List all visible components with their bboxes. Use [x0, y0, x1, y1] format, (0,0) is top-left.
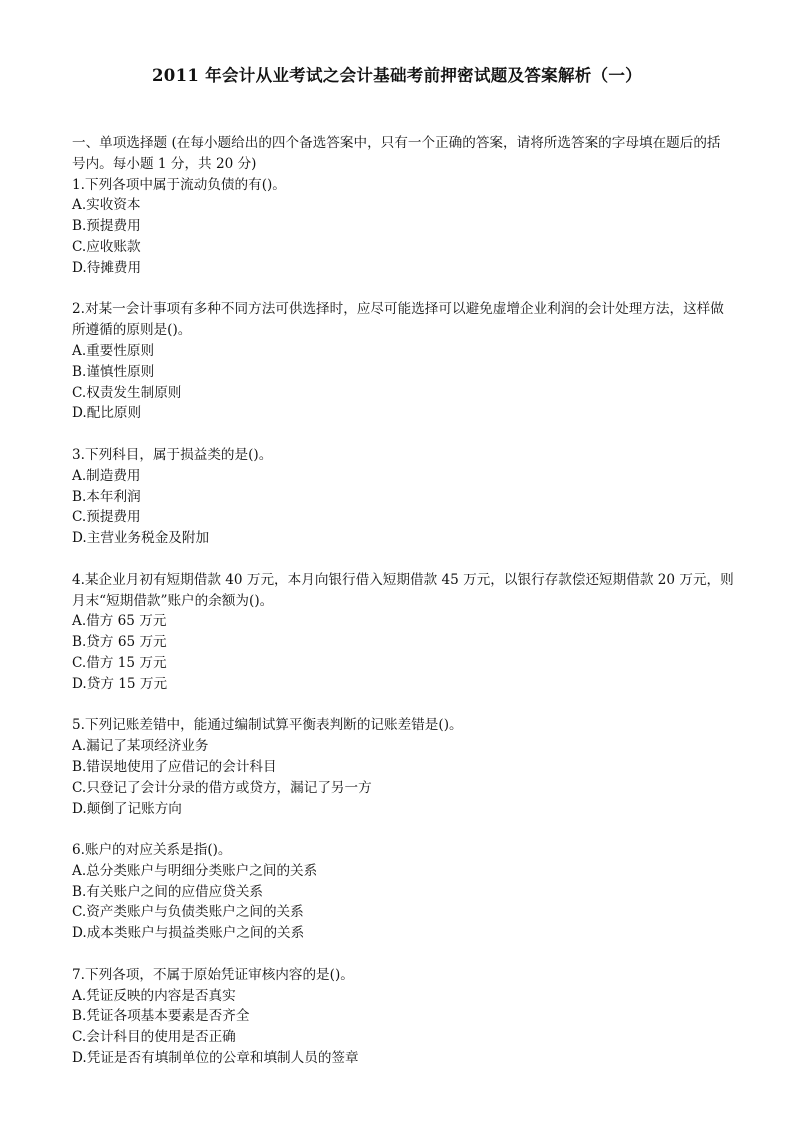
document-body — [72, 133, 734, 1090]
option-c: C.预提费用 — [72, 509, 141, 526]
question-5 — [72, 715, 734, 819]
option-c: C.资产类账户与负债类账户之间的关系 — [72, 904, 304, 921]
option-d: D.待摊费用 — [72, 259, 142, 276]
option-c: C.只登记了会计分录的借方或贷方，漏记了另一方 — [72, 779, 372, 796]
option-a: A.制造费用 — [72, 467, 141, 484]
option-a: A.漏记了某项经济业务 — [72, 738, 209, 755]
option-b: B.有关账户之间的应借应贷关系 — [72, 883, 264, 900]
option-b: B.谨慎性原则 — [72, 363, 155, 380]
option-a: A.实收资本 — [72, 197, 141, 214]
page-title: 2011 年会计从业考试之会计基础考前押密试题及答案解析（一） — [152, 66, 642, 85]
option-c: C.权责发生制原则 — [72, 384, 182, 401]
question-stem: 7.下列各项，不属于原始凭证审核内容的是()。 — [72, 966, 354, 983]
option-d: D.主营业务税金及附加 — [72, 530, 210, 547]
option-d: D.贷方 15 万元 — [72, 675, 168, 692]
option-d: D.凭证是否有填制单位的公章和填制人员的签章 — [72, 1050, 359, 1067]
question-stem: 2.对某一会计事项有多种不同方法可供选择时，应尽可能选择可以避免虚增企业利润的会计处理方法，这样做所遵循的原则是()。 — [72, 301, 724, 339]
option-b: B.贷方 65 万元 — [72, 634, 167, 651]
question-4 — [72, 570, 734, 695]
question-stem: 3.下列科目，属于损益类的是()。 — [72, 446, 273, 463]
section-heading: 一、单项选择题 (在每小题给出的四个备选答案中，只有一个正确的答案，请将所选答案的字母填在题后的括号内。每小题 1 分，共 20 分) — [72, 135, 721, 172]
option-a: A.凭证反映的内容是否真实 — [72, 987, 236, 1004]
option-b: B.凭证各项基本要素是否齐全 — [72, 1008, 250, 1025]
option-b: B.错误地使用了应借记的会计科目 — [72, 758, 277, 775]
question-2 — [72, 299, 734, 424]
question-stem: 6.账户的对应关系是指()。 — [72, 842, 232, 859]
option-c: C.应收账款 — [72, 238, 141, 255]
question-3 — [72, 445, 734, 549]
option-b: B.预提费用 — [72, 218, 141, 235]
option-d: D.颠倒了记账方向 — [72, 800, 182, 817]
question-stem: 5.下列记账差错中，能通过编制试算平衡表判断的记账差错是()。 — [72, 717, 463, 734]
option-a: A.重要性原则 — [72, 342, 155, 359]
option-d: D.成本类账户与损益类账户之间的关系 — [72, 925, 305, 942]
option-c: C.借方 15 万元 — [72, 654, 167, 671]
question-stem: 1.下列各项中属于流动负债的有()。 — [72, 176, 286, 193]
option-c: C.会计科目的使用是否正确 — [72, 1029, 236, 1046]
question-1 — [72, 175, 734, 279]
question-6 — [72, 840, 734, 944]
question-7 — [72, 965, 734, 1069]
question-stem: 4.某企业月初有短期借款 40 万元，本月向银行借入短期借款 45 万元，以银行存款偿还短期借款 20 万元，则月末“短期借款”账户的余额为()。 — [72, 571, 734, 609]
option-a: A.借方 65 万元 — [72, 613, 167, 630]
option-a: A.总分类账户与明细分类账户之间的关系 — [72, 862, 318, 879]
option-b: B.本年利润 — [72, 488, 141, 505]
option-d: D.配比原则 — [72, 405, 142, 422]
